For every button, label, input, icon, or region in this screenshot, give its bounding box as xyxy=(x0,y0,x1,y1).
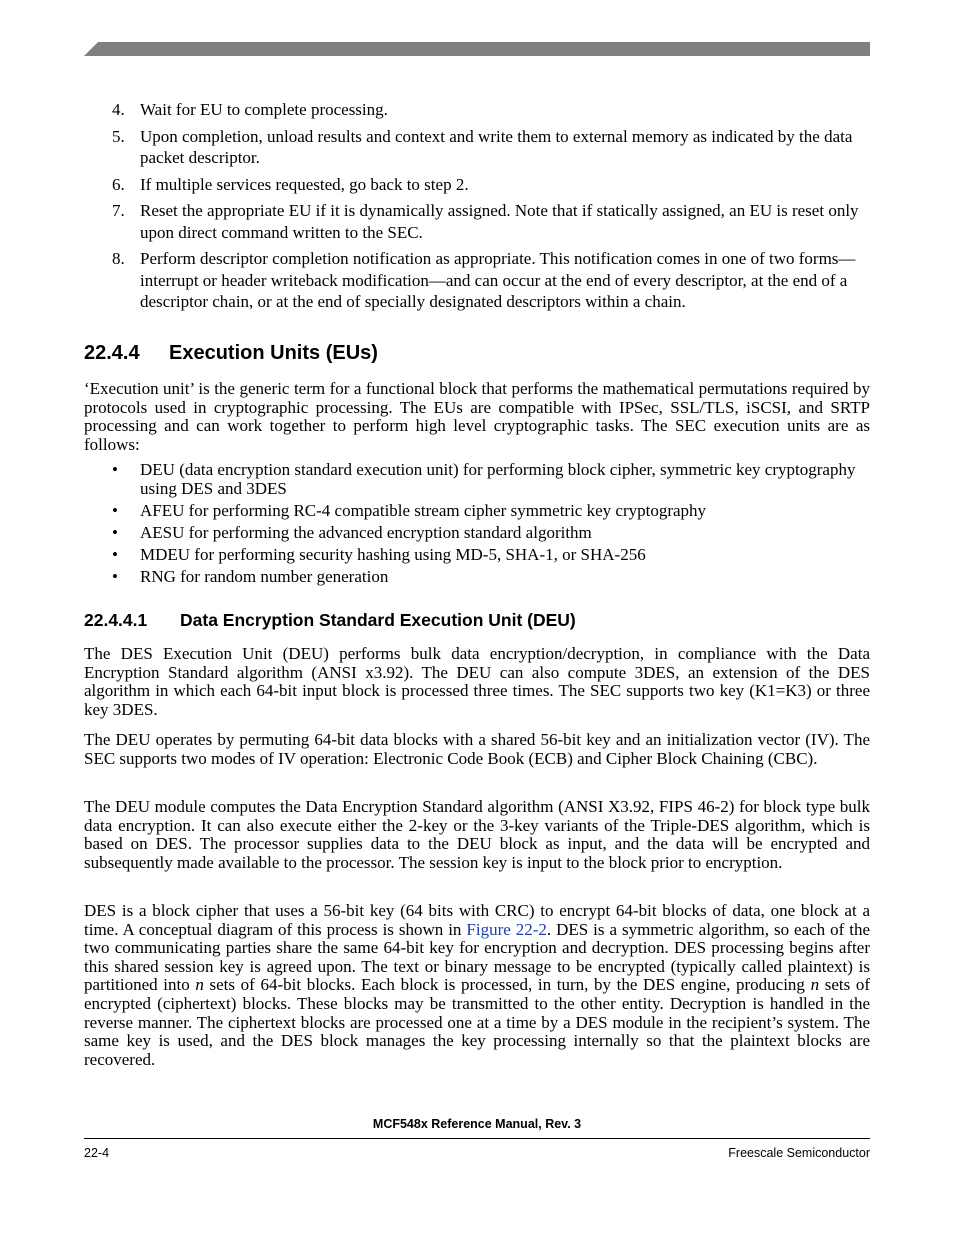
subsection-heading xyxy=(84,608,576,632)
section-number: 22.4.4 xyxy=(84,342,140,364)
footer-divider xyxy=(84,1138,870,1139)
step-number: 6. xyxy=(112,174,125,194)
step-number: 4. xyxy=(112,100,125,119)
step-number: 7. xyxy=(112,201,125,220)
step-text: Upon completion, unload results and context and write them to external memory as indicated by the data packet descriptor. xyxy=(140,126,853,167)
list-item xyxy=(84,567,870,586)
bullet-text: AFEU for performing RC-4 compatible stream cipher symmetric key cryptography xyxy=(140,501,707,520)
subsection-number: 22.4.4.1 xyxy=(84,610,148,630)
step-list xyxy=(84,99,870,318)
bullet-text: AESU for performing the advanced encryption standard algorithm xyxy=(140,523,592,542)
bullet-text: RNG for random number generation xyxy=(140,567,389,586)
section-heading xyxy=(84,340,378,366)
bullet-icon: • xyxy=(112,567,118,586)
list-item xyxy=(84,99,870,121)
footer-company: Freescale Semiconductor xyxy=(728,1146,870,1160)
bullet-icon: • xyxy=(112,501,118,520)
italic-n: n xyxy=(810,975,820,995)
list-item xyxy=(84,501,870,520)
step-text: Perform descriptor completion notification as appropriate. This notification comes in one of two forms—interrupt or header writeback modification—and can occur at the end of every descriptor, at the end of a descriptor chain, or at the end of specially designated descriptors within a chain. xyxy=(140,249,856,311)
step-text: Wait for EU to complete processing. xyxy=(140,100,388,119)
italic-n: n xyxy=(195,975,204,995)
list-item xyxy=(84,248,870,313)
list-item xyxy=(84,174,870,196)
footer-title: MCF548x Reference Manual, Rev. 3 xyxy=(372,1117,582,1131)
deu-paragraph-2: The DEU operates by permuting 64-bit data blocks with a shared 56-bit key and an initialization vector (IV). The SEC supports two modes of IV operation: Electronic Code Book (ECB) and Cipher Block Chaining (CBC). xyxy=(84,730,870,768)
page-number: 22-4 xyxy=(84,1146,110,1160)
list-item xyxy=(84,545,870,564)
list-item xyxy=(84,523,870,542)
deu-text: sets of 64-bit blocks. Each block is processed, in turn, by the DES engine, producing xyxy=(203,975,811,995)
eu-bullet-list xyxy=(84,460,870,589)
deu-text: . DES is a symmetric algorithm, so each of the two communicating parties share the same 64-bit key for encryption and decryption. DES processing begins after this shared session key is agreed upon. The text or binary message to be encrypted (typically called plaintext) is partitioned into xyxy=(84,919,871,995)
bullet-text: MDEU for performing security hashing using MD-5, SHA-1, or SHA-256 xyxy=(140,545,646,564)
deu-text: sets of encrypted (ciphertext) blocks. These blocks may be transmitted to the other entity. Decryption is handled in the reverse manner. The ciphertext blocks are processed one at a time by a DES module in the recipient’s system. The same key is used, and the DES block manages the key processing internally so that the plaintext blocks are recovered. xyxy=(84,975,870,1069)
step-text: If multiple services requested, go back to step 2. xyxy=(140,174,469,194)
bullet-text: DEU (data encryption standard execution unit) for performing block cipher, symmetric key cryptography using DES and 3DES xyxy=(140,460,856,498)
subsection-title: Data Encryption Standard Execution Unit (DEU) xyxy=(180,610,576,630)
deu-text: DES is a block cipher that uses a 56-bit key (64 bits with CRC) to encrypt 64-bit blocks of data, one block at a time. A conceptual diagram of this process is shown in xyxy=(84,901,870,939)
bullet-icon: • xyxy=(112,460,118,479)
figure-link[interactable]: Figure 22-2 xyxy=(466,919,547,939)
list-item xyxy=(84,200,870,243)
step-text: Reset the appropriate EU if it is dynamically assigned. Note that if statically assigned, an EU is reset only upon direct command written to the SEC. xyxy=(140,201,859,242)
header-bar-graphic xyxy=(84,42,870,56)
list-item xyxy=(84,126,870,169)
deu-paragraph-3: The DEU module computes the Data Encryption Standard algorithm (ANSI X3.92, FIPS 46-2) for block type bulk data encryption. It can also execute either the 2-key or the 3-key variants of the Triple-DES algorithm, which is based on DES. The processor supplies data to the DEU block as input, and the data will be encrypted and subsequently made available to the processor. The session key is input to the block prior to encryption. xyxy=(84,797,870,872)
deu-paragraph-1: The DES Execution Unit (DEU) performs bulk data encryption/decryption, in compliance with the Data Encryption Standard algorithm (ANSI x3.92). The DEU can also compute 3DES, an extension of the DES algorithm in which each 64-bit input block is processed three times. The SEC supports two key (K1=K3) or three key 3DES. xyxy=(84,644,870,719)
bullet-icon: • xyxy=(112,545,118,564)
step-number: 5. xyxy=(112,126,125,146)
header-bar xyxy=(84,42,870,56)
intro-paragraph: ‘Execution unit’ is the generic term for a functional block that performs the mathematical permutations required by protocols used in cryptographic processing. The EUs are compatible with IPSec, SSL/TLS, iSCSI, and SRTP processing and can work together to perform high level cryptographic tasks. The SEC execution units are as follows: xyxy=(84,379,870,454)
list-item xyxy=(84,460,870,498)
section-title: Execution Units (EUs) xyxy=(169,342,378,364)
bullet-icon: • xyxy=(112,523,118,542)
deu-paragraph-4 xyxy=(84,902,870,1069)
step-number: 8. xyxy=(112,249,125,268)
